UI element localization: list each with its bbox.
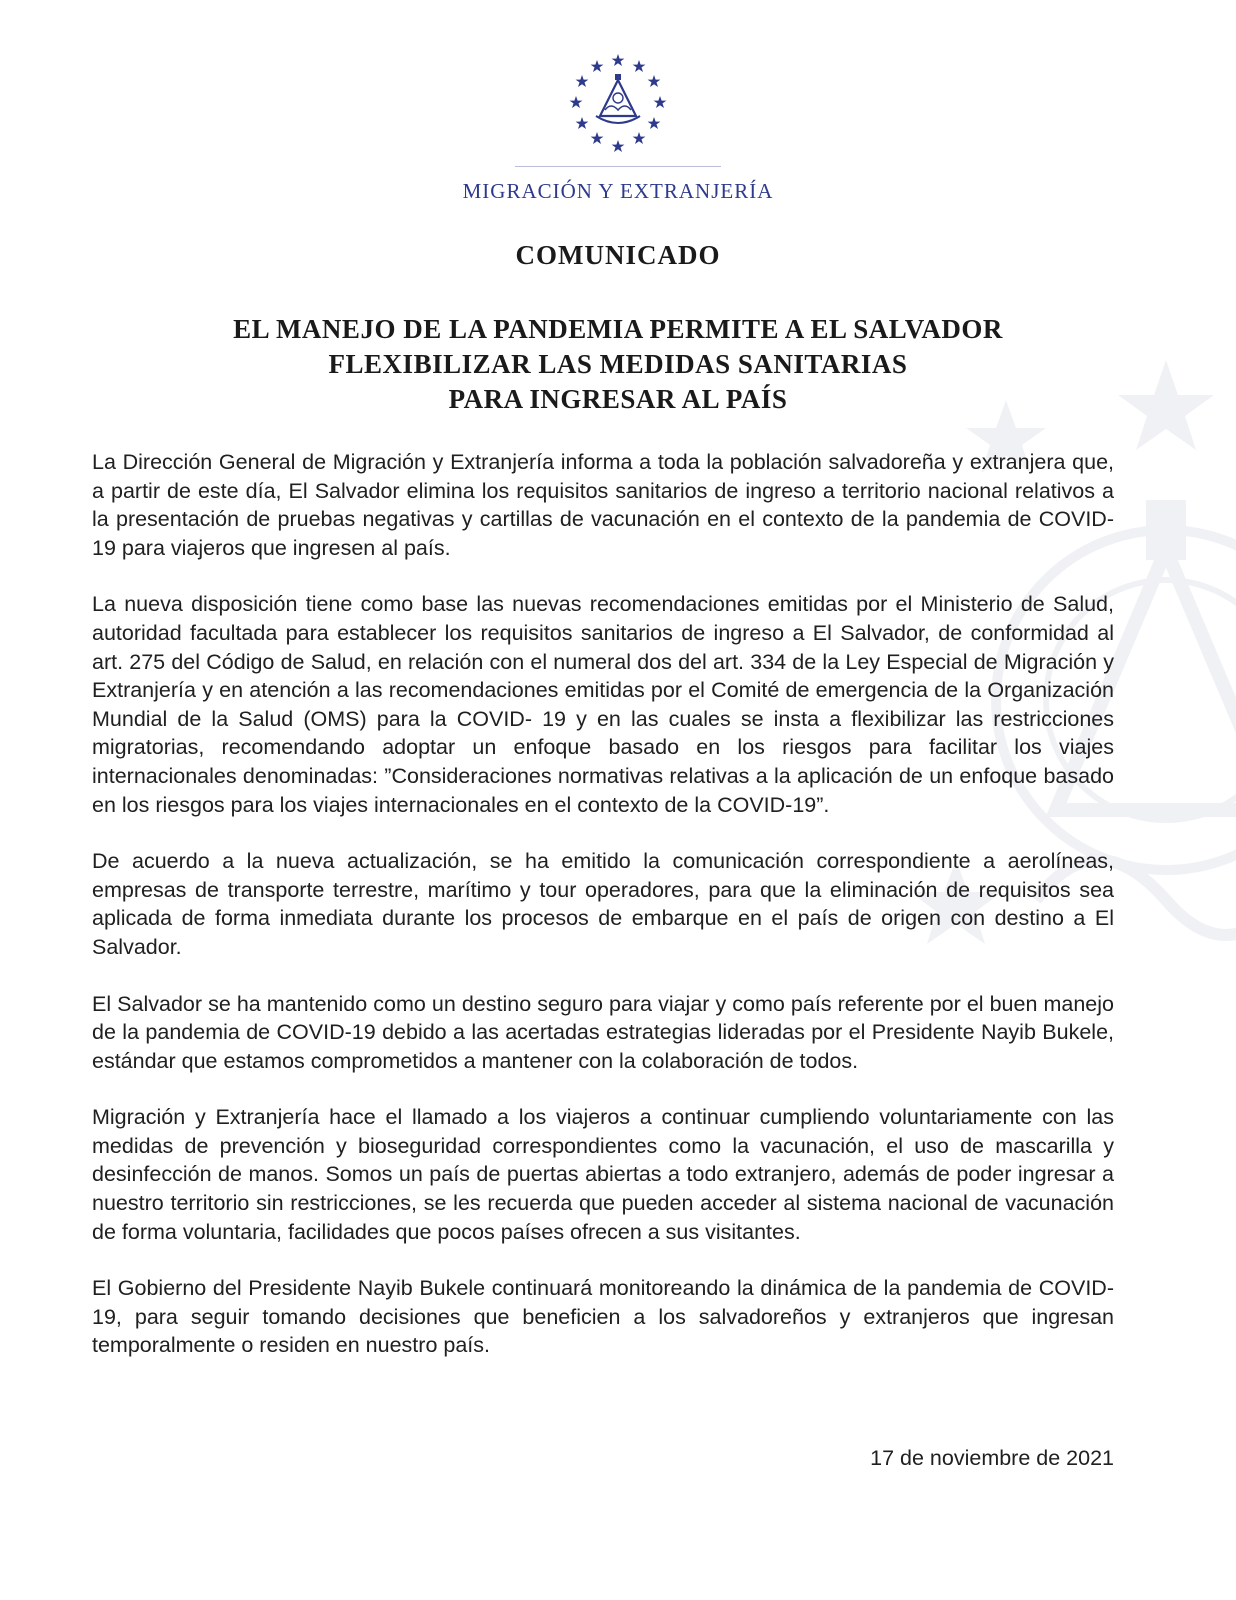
header-divider <box>515 166 721 167</box>
headline-line: PARA INGRESAR AL PAÍS <box>448 384 788 414</box>
document-date: 17 de noviembre de 2021 <box>870 1446 1114 1470</box>
communique-body <box>92 448 1114 1388</box>
headline-line: FLEXIBILIZAR LAS MEDIDAS SANITARIAS <box>328 349 908 379</box>
document-type: COMUNICADO <box>515 240 721 270</box>
headline <box>0 312 1236 417</box>
body-paragraph: La nueva disposición tiene como base las nuevas recomendaciones emitidas por el Ministerio de Salud, autoridad facultada para establecer los requisitos sanitarios de ingreso a El Salvador, de conformidad al art. 275 del Código de Salud, en relación con el numeral dos del art. 334 de la Ley Especial de Migración y Extranjería y en atención a las recomendaciones emitidas por el Comité de emergencia de la Organización Mundial de la Salud (OMS) para la COVID- 19 y en las cuales se insta a flexibilizar las restricciones migratorias, recomendando adoptar un enfoque basado en los riesgos para facilitar los viajes internacionales denominadas: ”Consideraciones normativas relativas a la aplicación de un enfoque basado en los riesgos para los viajes internacionales en el contexto de la COVID-19”. <box>92 592 1114 817</box>
agency-name: MIGRACIÓN Y EXTRANJERÍA <box>462 179 774 203</box>
body-paragraph: La Dirección General de Migración y Extranjería informa a toda la población salvadoreña y extranjera que, a partir de este día, El Salvador elimina los requisitos sanitarios de ingreso a territorio nacional relativos a la presentación de pruebas negativas y cartillas de vacunación en el contexto de la pandemia de COVID-19 para viajeros que ingresen al país. <box>92 450 1114 560</box>
coat-of-arms-icon <box>566 52 670 156</box>
body-paragraph: Migración y Extranjería hace el llamado a los viajeros a continuar cumpliendo voluntariamente con las medidas de prevención y bioseguridad correspondientes como la vacunación, el uso de mascarilla y desinfección de manos. Somos un país de puertas abiertas a todo extranjero, además de poder ingresar a nuestro territorio sin restricciones, se les recuerda que pueden acceder al sistema nacional de vacunación de forma voluntaria, facilidades que pocos países ofrecen a sus visitantes. <box>92 1105 1114 1244</box>
body-paragraph: El Salvador se ha mantenido como un destino seguro para viajar y como país referente por el buen manejo de la pandemia de COVID-19 debido a las acertadas estrategias lideradas por el Presidente Nayib Bukele, estándar que estamos comprometidos a mantener con la colaboración de todos. <box>92 991 1114 1073</box>
body-paragraph: De acuerdo a la nueva actualización, se ha emitido la comunicación correspondiente a aerolíneas, empresas de transporte terrestre, marítimo y tour operadores, para que la eliminación de requisitos sea aplicada de forma inmediata durante los procesos de embarque en el país de origen con destino a El Salvador. <box>92 849 1114 959</box>
headline-line: EL MANEJO DE LA PANDEMIA PERMITE A EL SALVADOR <box>233 314 1003 344</box>
letterhead <box>0 52 1236 204</box>
body-paragraph: El Gobierno del Presidente Nayib Bukele continuará monitoreando la dinámica de la pandemia de COVID-19, para seguir tomando decisiones que beneficien a los salvadoreños y extranjeros que ingresan temporalmente o residen en nuestro país. <box>92 1276 1114 1358</box>
